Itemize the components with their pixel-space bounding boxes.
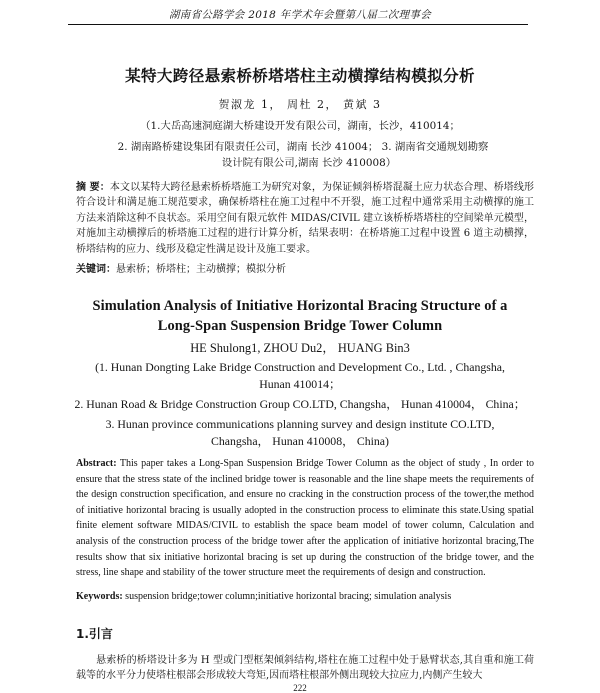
cn-keywords-text: 悬索桥；桥塔柱；主动横撑；模拟分析 xyxy=(116,264,286,275)
cn-keywords xyxy=(76,262,534,277)
en-title-line-1: Simulation Analysis of Initiative Horizontal Bracing Structure of a xyxy=(92,298,508,314)
cn-abstract-text: 本文以某特大跨径悬索桥桥塔施工为研究对象，为保证倾斜桥塔混凝土应力状态合理、桥塔线形符合设计和满足施工规范要求，确保桥塔柱在施工过程中不开裂，施工过程中通常采用主动横撑的施工方法来消除这种不良状态。采用空间有限元软件 MIDAS/CIVIL 建立该桥桥塔塔柱的空间梁单元模型，对施加主动横撑后的桥塔施工过程的进行计算分析，结果表明：在桥塔施工过程中设置 6 道主动横撑，桥塔结构的应力、线形及稳定性满足设计及施工要求。 xyxy=(76,182,535,255)
section-1-paragraph: 悬索桥的桥塔设计多为 H 型或门型框架倾斜结构,塔柱在施工过程中处于悬臂状态,其自重和施工荷载等的水平分力使塔柱根部会形成较大弯矩,因而塔柱根部外侧出现较大拉应力,内侧产生较大 xyxy=(76,655,534,681)
cn-affiliation-1: （1.大岳高速洞庭湖大桥建设开发有限公司，湖南，长沙，410014； xyxy=(140,120,460,132)
en-authors: HE Shulong1, ZHOU Du2， HUANG Bin3 xyxy=(190,341,410,355)
cn-affiliation-3: 设计院有限公司,湖南 长沙 410008） xyxy=(221,157,397,169)
en-affiliation-3: 3. Hunan province communications planning survey and design institute CO.LTD, xyxy=(105,417,495,431)
en-abstract-text: This paper takes a Long-Span Suspension Bridge Tower Column as the object of study , In order to ensure that the stress state of the inclined bridge tower is reasonable and the line shape meets the requirements of the design construction specification, and ensure no cracking in the construction process of the tower,the method of initiative horizontal bracing is usually adopted in the construction process to eliminate this state.Using spatial finite element software MIDAS/CIVIL to establish the space beam model of tower column, Calculation and analysis of the construction process of the bridge tower after the application of initiative horizontal bracing,The results show that six initiative horizontal bracing is set up during the construction of the bridge tower, and the stress, line shape and stability of the tower structure meet the requirements of design and construction. xyxy=(76,458,534,579)
en-abstract xyxy=(76,456,534,581)
cn-keywords-label: 关键词： xyxy=(76,264,116,275)
cn-affiliation-2: 2. 湖南路桥建设集团有限责任公司，湖南 长沙 41004； 3. 湖南省交通规划勘察 xyxy=(117,141,489,153)
en-affiliation-3-cont: Changsha， Hunan 410008， China) xyxy=(211,434,389,448)
en-affiliation-1: (1. Hunan Dongting Lake Bridge Construction and Development Co., Ltd. , Changsha, xyxy=(95,360,505,374)
en-abstract-label: Abstract: xyxy=(76,458,117,469)
en-title-line-2: Long-Span Suspension Bridge Tower Column xyxy=(157,318,443,334)
en-affiliation-2: 2. Hunan Road & Bridge Construction Group CO.LTD, Changsha， Hunan 410004， China； xyxy=(74,397,526,411)
cn-title: 某特大跨径悬索桥桥塔塔柱主动横撑结构模拟分析 xyxy=(125,67,475,85)
section-1-text xyxy=(76,653,534,683)
cn-authors: 贺淑龙 1， 周杜 2， 黄斌 3 xyxy=(218,98,382,111)
section-1-heading: 1.引言 xyxy=(76,627,113,641)
page-number: 222 xyxy=(293,683,307,693)
en-keywords-text: suspension bridge;tower column;initiative horizontal bracing; simulation analysis xyxy=(125,591,452,602)
header-rule xyxy=(68,24,528,25)
en-affiliation-1-cont: Hunan 410014； xyxy=(259,377,341,391)
cn-abstract-label: 摘 要： xyxy=(76,182,110,193)
en-keywords xyxy=(76,589,534,604)
en-title xyxy=(0,296,600,336)
cn-abstract xyxy=(76,180,534,257)
en-keywords-label: Keywords: xyxy=(76,591,123,602)
running-header: 湖南省公路学会 2018 年学术年会暨第八届二次理事会 xyxy=(169,9,431,21)
